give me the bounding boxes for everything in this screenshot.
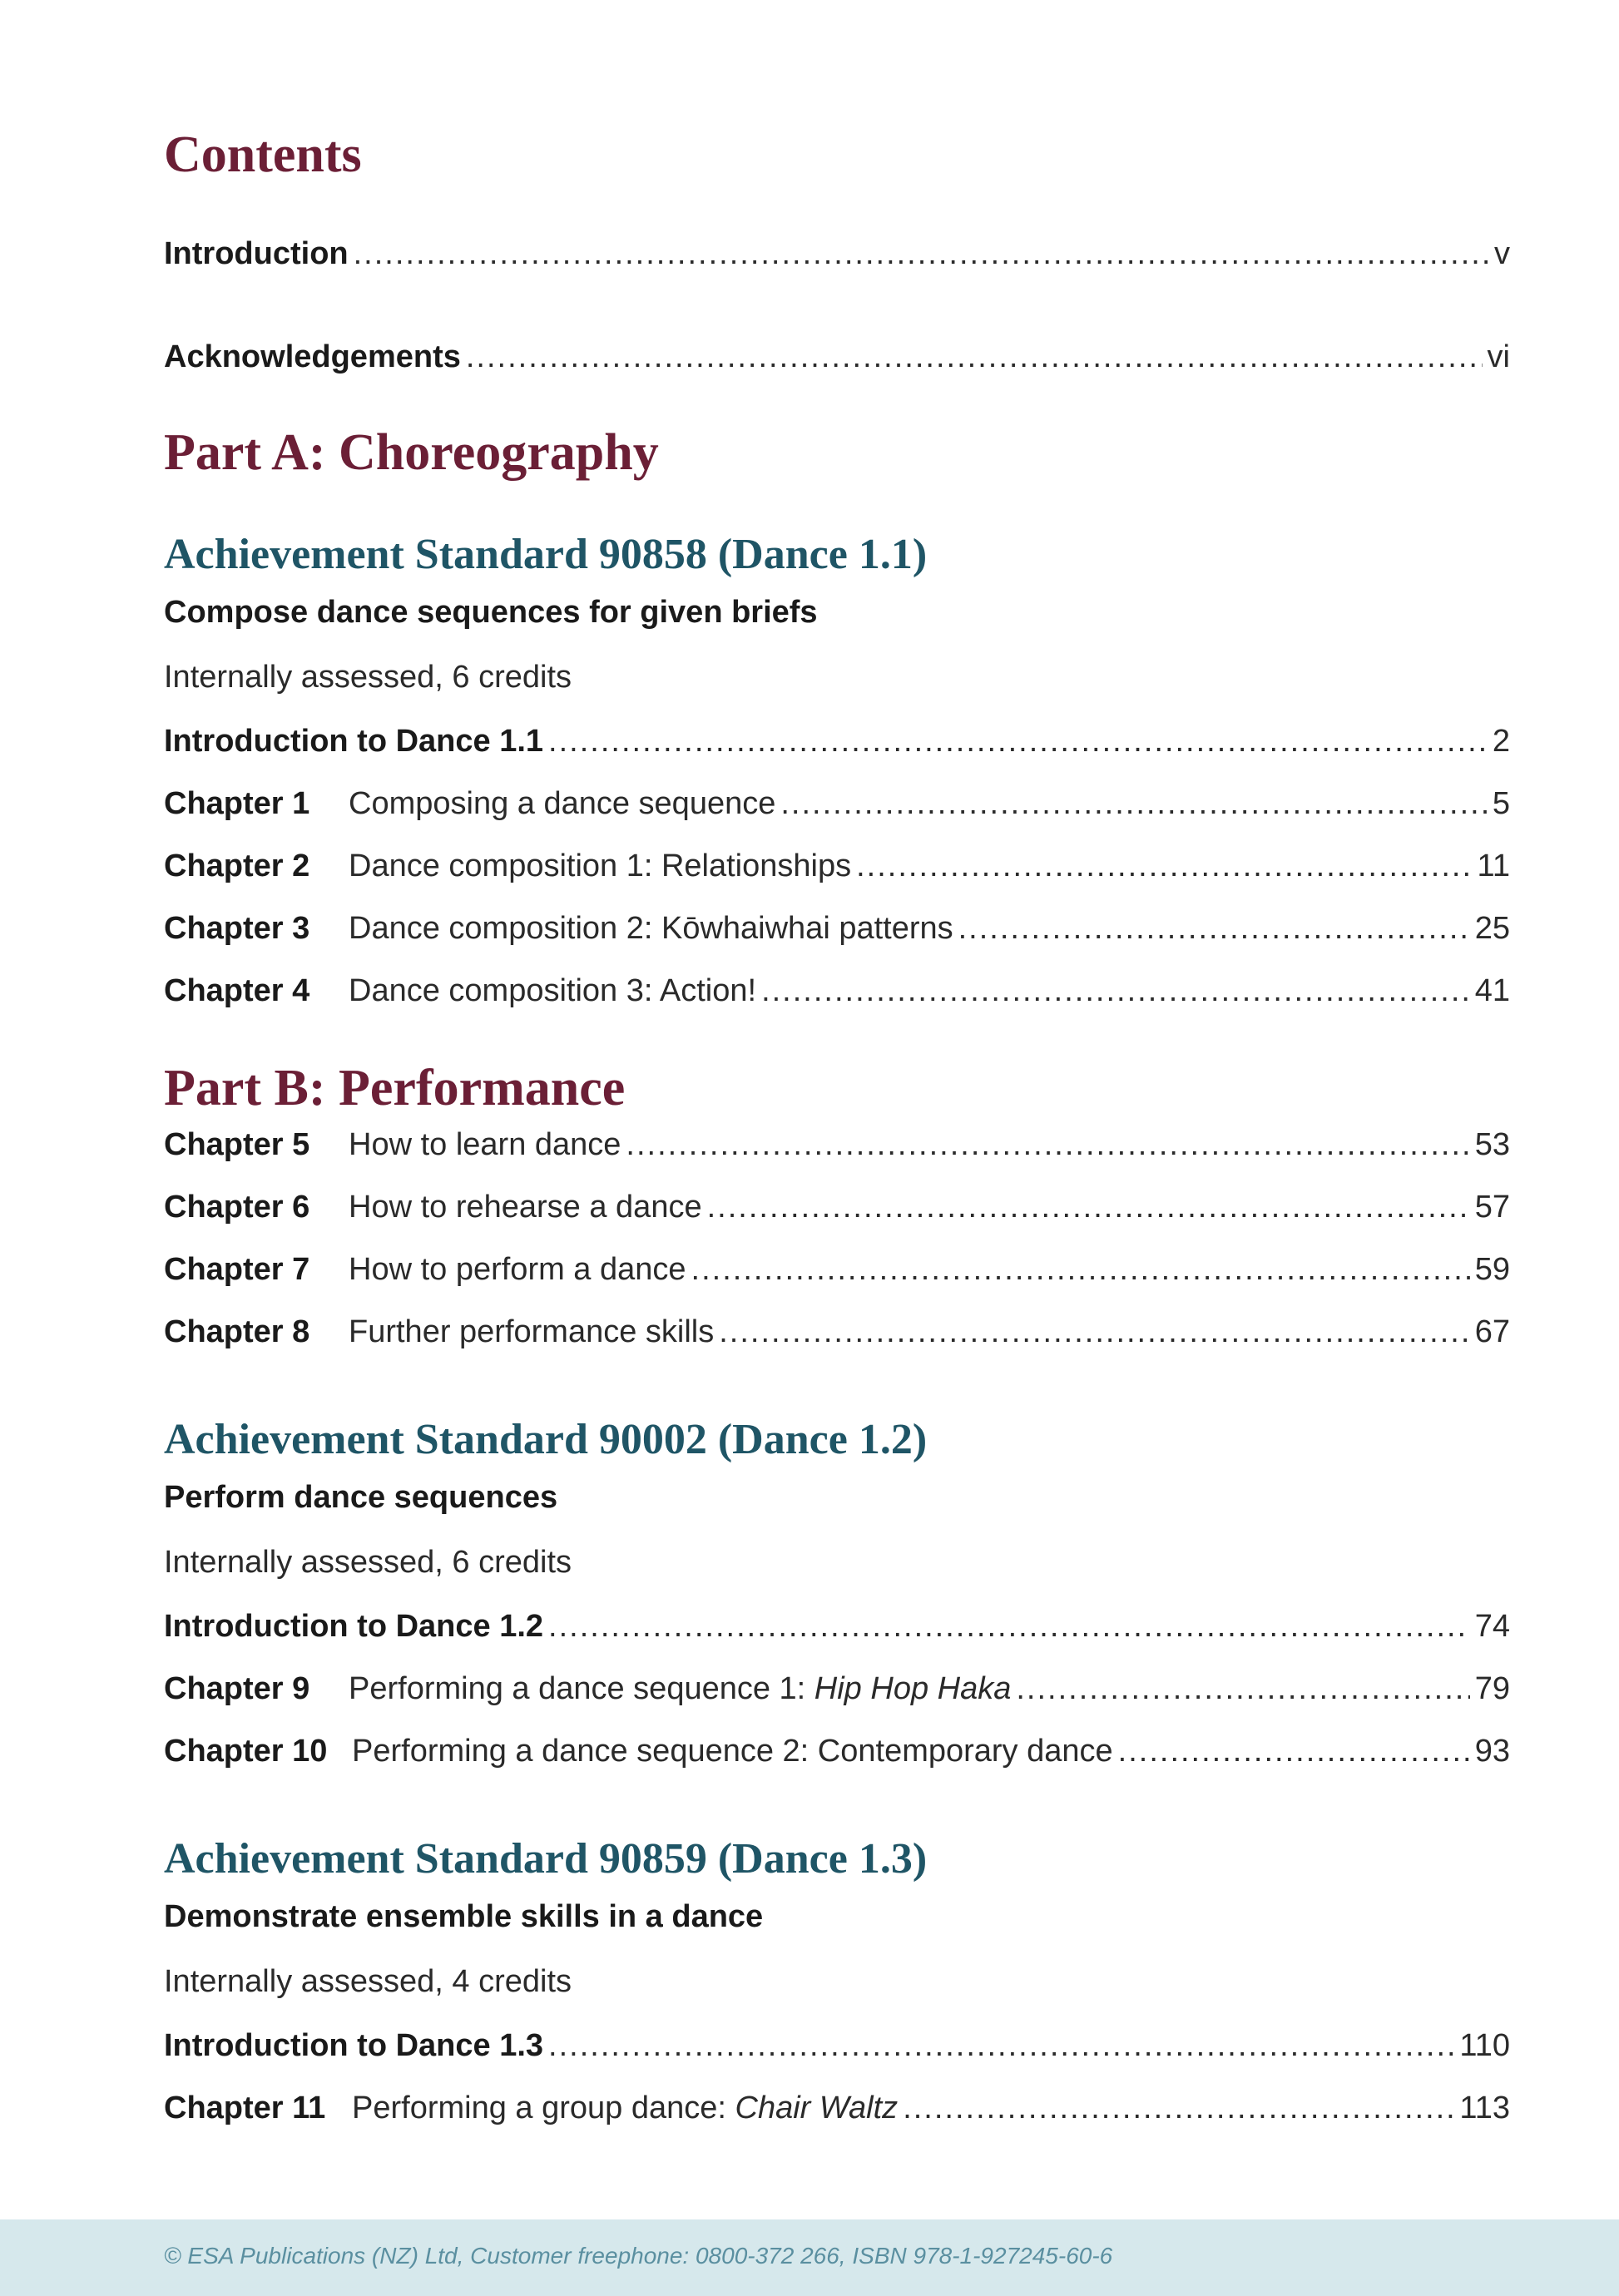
leader-dots [761, 970, 1470, 1012]
chapter-title: Dance composition 1: Relationships [349, 849, 852, 883]
leader-dots [903, 2087, 1454, 2129]
chapter-label: Chapter 11 [164, 2091, 326, 2125]
toc-entry-label: Introduction to Dance 1.1 [164, 724, 544, 759]
footer-band [0, 2219, 1619, 2296]
standard-heading-90859: Achievement Standard 90859 (Dance 1.3) [164, 1835, 928, 1883]
leader-dots [719, 1311, 1469, 1353]
toc-entry-chapter-5[interactable] [164, 1124, 1510, 1165]
chapter-title: Further performance skills [349, 1314, 715, 1349]
toc-page-number: 2 [1492, 724, 1510, 759]
chapter-title-plain: Performing a group dance: [352, 2091, 735, 2125]
toc-entry-chapter-2[interactable] [164, 845, 1510, 887]
toc-entry-label: Introduction [164, 236, 349, 271]
toc-page-number: vi [1487, 339, 1510, 374]
chapter-label: Chapter 5 [164, 1127, 310, 1162]
leader-dots [548, 720, 1488, 762]
toc-page-number: 5 [1492, 786, 1510, 821]
chapter-title: Dance composition 2: Kōwhaiwhai patterns [349, 911, 953, 946]
toc-entry-label: Acknowledgements [164, 339, 461, 374]
toc-entry-intro-dance-1-3[interactable] [164, 2025, 1510, 2066]
standard-subtitle: Demonstrate ensemble skills in a dance [164, 1899, 764, 1934]
toc-page-number: v [1494, 236, 1510, 271]
chapter-label: Chapter 8 [164, 1314, 310, 1349]
chapter-label: Chapter 7 [164, 1252, 310, 1287]
toc-page-number: 57 [1474, 1190, 1510, 1225]
toc-entry-label: Introduction to Dance 1.3 [164, 2028, 544, 2063]
toc-entry-label: Introduction to Dance 1.2 [164, 1609, 544, 1644]
toc-entry-chapter-3[interactable] [164, 908, 1510, 949]
leader-dots [958, 908, 1470, 949]
chapter-title-italic: Hip Hop Haka [814, 1671, 1012, 1706]
toc-entry-chapter-4[interactable] [164, 970, 1510, 1012]
toc-entry-intro-dance-1-2[interactable] [164, 1606, 1510, 1647]
chapter-label: Chapter 9 [164, 1671, 310, 1706]
part-a-heading: Part A: Choreography [164, 424, 659, 481]
chapter-title: Composing a dance sequence [349, 786, 776, 821]
assessment-note: Internally assessed, 4 credits [164, 1964, 572, 1999]
chapter-label: Chapter 4 [164, 973, 310, 1008]
leader-dots [1016, 1668, 1469, 1710]
chapter-title [349, 1668, 1011, 1710]
toc-entry-chapter-10[interactable] [164, 1730, 1510, 1772]
standard-heading-90858: Achievement Standard 90858 (Dance 1.1) [164, 531, 928, 578]
toc-entry-chapter-11[interactable] [164, 2087, 1510, 2129]
part-b-heading: Part B: Performance [164, 1060, 626, 1116]
leader-dots [466, 336, 1483, 378]
toc-page-number: 59 [1474, 1252, 1510, 1287]
leader-dots [626, 1124, 1469, 1165]
toc-page-number: 11 [1477, 849, 1510, 883]
leader-dots [780, 783, 1488, 824]
chapter-title: How to rehearse a dance [349, 1190, 702, 1225]
leader-dots [707, 1186, 1470, 1228]
leader-dots [548, 2025, 1454, 2066]
leader-dots [354, 233, 1489, 275]
toc-page-number: 110 [1459, 2028, 1510, 2063]
chapter-label: Chapter 10 [164, 1734, 328, 1769]
chapter-title: Dance composition 3: Action! [349, 973, 757, 1008]
toc-page-number: 41 [1474, 973, 1510, 1008]
leader-dots [1118, 1730, 1470, 1772]
standard-heading-90002: Achievement Standard 90002 (Dance 1.2) [164, 1416, 928, 1463]
copyright-notice: © ESA Publications (NZ) Ltd, Customer freephone: 0800-372 266, ISBN 978-1-927245-60-6 [164, 2243, 1113, 2269]
chapter-label: Chapter 3 [164, 911, 310, 946]
toc-entry-chapter-1[interactable] [164, 783, 1510, 824]
toc-page-number: 67 [1474, 1314, 1510, 1349]
chapter-label: Chapter 2 [164, 849, 310, 883]
chapter-title: Performing a dance sequence 2: Contemporary dance [352, 1734, 1113, 1769]
chapter-title-italic: Chair Waltz [735, 2091, 899, 2125]
chapter-label: Chapter 1 [164, 786, 310, 821]
toc-entry-chapter-7[interactable] [164, 1249, 1510, 1290]
standard-subtitle: Perform dance sequences [164, 1480, 558, 1515]
leader-dots [548, 1606, 1470, 1647]
toc-entry-chapter-6[interactable] [164, 1186, 1510, 1228]
toc-entry-acknowledgements[interactable] [164, 336, 1510, 378]
leader-dots [691, 1249, 1470, 1290]
chapter-title [352, 2087, 898, 2129]
toc-entry-chapter-9[interactable] [164, 1668, 1510, 1710]
page-title: Contents [164, 126, 362, 183]
toc-page-number: 113 [1459, 2091, 1510, 2125]
standard-subtitle: Compose dance sequences for given briefs [164, 595, 818, 630]
chapter-title: How to perform a dance [349, 1252, 686, 1287]
leader-dots [856, 845, 1472, 887]
toc-entry-intro-dance-1-1[interactable] [164, 720, 1510, 762]
toc-entry-introduction[interactable] [164, 233, 1510, 275]
chapter-title: How to learn dance [349, 1127, 621, 1162]
assessment-note: Internally assessed, 6 credits [164, 1545, 572, 1580]
toc-entry-chapter-8[interactable] [164, 1311, 1510, 1353]
chapter-title-plain: Performing a dance sequence 1: [349, 1671, 814, 1706]
toc-page-number: 53 [1474, 1127, 1510, 1162]
toc-page-number: 93 [1474, 1734, 1510, 1769]
toc-page-number: 25 [1474, 911, 1510, 946]
assessment-note: Internally assessed, 6 credits [164, 660, 572, 695]
toc-page-number: 74 [1474, 1609, 1510, 1644]
chapter-label: Chapter 6 [164, 1190, 310, 1225]
toc-page-number: 79 [1474, 1671, 1510, 1706]
